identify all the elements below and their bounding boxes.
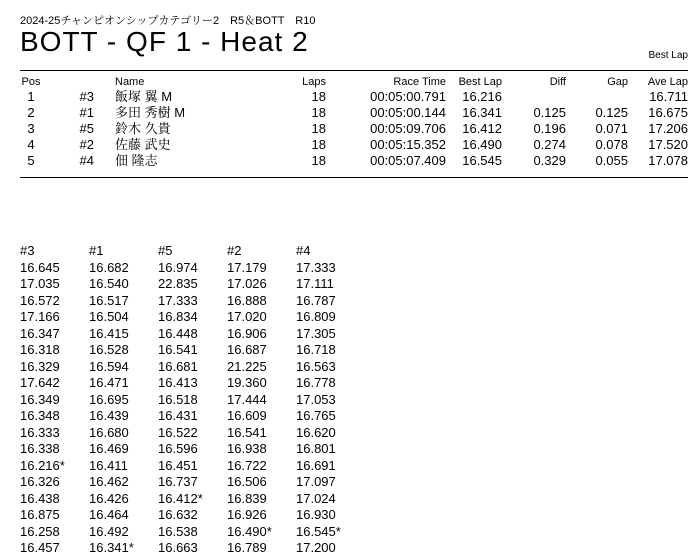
lap-time-cell: 16.938 [227,441,267,456]
lap-time-cell: 16.540 [89,276,129,291]
event-subtitle: 2024-25チャンピオンシップカテゴリー2 R5＆BOTT R10 [20,15,316,27]
lap-column-header: #3 [20,243,35,258]
table-row [20,105,688,121]
lap-time-cell: 16.258 [20,523,60,539]
lap-times-grid [20,243,365,557]
col-header-gap: Gap [607,75,628,88]
lap-time-cell: 16.541 [227,424,267,440]
lap-time-cell: 16.333 [20,424,60,440]
lap-time-cell: 16.609 [227,408,267,423]
lap-time-cell: 16.620 [296,424,336,440]
lap-time-cell: 17.200 [296,540,336,555]
lap-time-cell: 17.097 [296,474,336,489]
lap-time-cell: 16.572 [20,292,60,308]
lap-time-cell: 16.722 [227,457,267,473]
lap-time-cell: 16.522 [158,424,198,440]
col-header-race-time: Race Time [393,75,446,88]
driver-name-cell: 多田 秀樹 M [115,105,186,120]
diff-cell [502,89,566,105]
col-header-name: Name [115,75,145,88]
lap-time-cell: 16.451 [158,457,198,473]
col-header-best-lap: Best Lap [458,75,502,88]
lap-time-cell: 16.464 [89,507,129,522]
gap-cell: 0.125 [595,105,628,120]
lap-time-cell: 16.341* [89,540,134,555]
lap-time-cell: 16.318 [20,342,60,357]
gap-cell: 0.071 [595,121,628,136]
lap-column [20,243,89,557]
car-number-cell: #2 [79,137,94,152]
lap-time-cell: 16.663 [158,540,198,555]
lap-time-cell: 16.875 [20,507,60,522]
lap-time-cell: 16.789 [227,540,267,555]
lap-column [296,243,365,557]
lap-column-header: #4 [296,243,311,258]
lap-time-cell: 16.839 [227,490,267,506]
lap-column-header: #5 [158,243,173,258]
car-number-cell: #3 [79,89,94,104]
car-number-cell: #4 [79,153,94,168]
lap-time-cell: 17.305 [296,325,336,341]
results-header-row [20,74,688,89]
driver-name-cell: 佃 隆志 [115,153,158,168]
race-time-cell: 00:05:07.409 [370,153,446,168]
lap-time-cell: 16.778 [296,375,336,390]
best-lap-cell: 16.216 [462,89,502,104]
results-body [20,89,688,169]
diff-cell: 0.196 [533,121,566,136]
car-number-cell: #1 [79,105,94,120]
lap-time-cell: 17.166 [20,309,60,324]
lap-time-cell: 16.431 [158,408,198,423]
race-time-cell: 00:05:09.706 [370,121,446,136]
lap-time-cell: 16.930 [296,507,336,522]
col-header-car [42,74,94,89]
gap-cell: 0.078 [595,137,628,152]
lap-time-cell: 16.596 [158,441,198,456]
lap-time-cell: 16.695 [89,391,129,407]
lap-time-cell: 16.594 [89,358,129,374]
lap-time-cell: 17.111 [296,276,334,291]
ave-lap-cell: 17.206 [648,121,688,136]
driver-name-cell: 飯塚 翼 M [115,89,173,104]
results-bottom-rule [20,177,688,178]
lap-time-cell: 16.787 [296,292,336,308]
lap-time-cell: 17.035 [20,276,60,291]
laps-cell: 18 [311,137,326,152]
lap-time-cell: 16.718 [296,342,336,357]
lap-time-cell: 16.645 [20,259,60,275]
lap-time-cell: 16.737 [158,474,198,489]
lap-time-cell: 22.835 [158,276,198,291]
lap-time-cell: 16.687 [227,342,267,357]
lap-time-cell: 17.444 [227,391,267,407]
best-lap-cell: 16.490 [462,137,502,152]
lap-time-cell: 16.338 [20,441,60,456]
lap-column [158,243,227,557]
car-number-cell: #5 [79,121,94,136]
lap-time-cell: 16.413 [158,375,198,390]
lap-time-cell: 17.020 [227,309,267,324]
pos-cell: 4 [27,137,35,152]
lap-time-cell: 17.333 [158,292,198,308]
ave-lap-cell: 16.675 [648,105,688,120]
col-header-diff: Diff [549,75,566,88]
lap-time-cell: 16.471 [89,375,129,390]
laps-cell: 18 [311,89,326,104]
lap-time-cell: 16.834 [158,309,198,324]
lap-time-cell: 16.438 [20,490,60,506]
col-header-laps: Laps [302,75,326,88]
lap-time-cell: 17.642 [20,375,60,390]
laps-cell: 18 [311,121,326,136]
ave-lap-cell: 16.711 [649,89,688,104]
lap-time-cell: 16.681 [158,358,198,374]
best-lap-cell: 16.545 [462,153,502,168]
lap-time-cell: 16.347 [20,325,60,341]
lap-time-cell: 21.225 [227,358,267,374]
lap-time-cell: 16.974 [158,259,198,275]
pos-cell: 5 [27,153,35,168]
lap-time-cell: 16.439 [89,408,129,423]
pos-cell: 2 [27,105,35,120]
lap-column [89,243,158,557]
gap-cell [566,89,628,105]
lap-time-cell: 16.504 [89,309,129,324]
lap-column-header: #2 [227,243,242,258]
lap-time-cell: 17.179 [227,259,267,275]
col-header-ave-lap: Ave Lap [647,75,688,88]
lap-time-cell: 17.053 [296,391,336,407]
lap-time-cell: 16.926 [227,507,267,522]
table-row [20,121,688,137]
lap-time-cell: 16.680 [89,424,129,440]
gap-cell: 0.055 [595,153,628,168]
lap-time-cell: 16.415 [89,325,129,341]
race-time-cell: 00:05:00.144 [370,105,446,120]
lap-time-cell: 19.360 [227,375,267,390]
lap-time-cell: 16.528 [89,342,129,357]
lap-time-cell: 16.348 [20,408,60,423]
lap-time-cell: 16.448 [158,325,198,341]
lap-time-cell: 17.333 [296,259,336,275]
lap-time-cell: 16.691 [296,457,336,473]
ave-lap-cell: 17.520 [648,137,688,152]
lap-time-cell: 16.517 [89,292,129,308]
lap-time-cell: 16.888 [227,292,267,308]
driver-name-cell: 鈴木 久貴 [115,121,171,136]
lap-time-cell: 16.809 [296,309,336,324]
pos-cell: 3 [27,121,35,136]
lap-time-cell: 16.457 [20,540,60,555]
lap-time-cell: 16.490* [227,523,272,539]
table-row [20,137,688,153]
best-lap-cell: 16.412 [462,121,502,136]
lap-time-cell: 16.492 [89,523,129,539]
page-title: BOTT - QF 1 - Heat 2 [20,26,309,57]
col-header-pos: Pos [21,75,41,88]
lap-time-cell: 16.541 [158,342,198,357]
lap-column-header: #1 [89,243,104,258]
lap-time-cell: 16.518 [158,391,198,407]
lap-time-cell: 16.906 [227,325,267,341]
race-time-cell: 00:05:00.791 [370,89,446,104]
lap-time-cell: 16.469 [89,441,129,456]
lap-time-cell: 16.329 [20,358,60,374]
best-lap-tag: Best Lap [648,50,688,61]
results-table [20,74,688,169]
lap-time-cell: 16.462 [89,474,129,489]
lap-time-cell: 16.216* [20,457,65,473]
driver-name-cell: 佐藤 武史 [115,137,171,152]
lap-time-cell: 16.349 [20,391,60,407]
results-top-rule [20,70,688,71]
lap-time-cell: 16.412* [158,490,203,506]
laps-cell: 18 [311,105,326,120]
lap-time-cell: 16.326 [20,474,60,489]
lap-time-cell: 16.411 [89,457,128,473]
lap-time-cell: 16.426 [89,490,129,506]
laps-cell: 18 [311,153,326,168]
race-time-cell: 00:05:15.352 [370,137,446,152]
ave-lap-cell: 17.078 [648,153,688,168]
table-row [20,89,688,105]
table-row [20,153,688,169]
lap-time-cell: 16.765 [296,408,336,423]
lap-time-cell: 16.563 [296,358,336,374]
diff-cell: 0.329 [533,153,566,168]
lap-time-cell: 16.682 [89,259,129,275]
diff-cell: 0.125 [533,105,566,120]
pos-cell: 1 [27,89,35,104]
best-lap-cell: 16.341 [462,105,502,120]
lap-time-cell: 16.545* [296,523,341,539]
lap-time-cell: 16.538 [158,523,198,539]
lap-time-cell: 16.506 [227,474,267,489]
diff-cell: 0.274 [533,137,566,152]
lap-time-cell: 16.801 [296,441,336,456]
lap-time-cell: 16.632 [158,507,198,522]
lap-time-cell: 17.026 [227,276,267,291]
lap-column [227,243,296,557]
lap-time-cell: 17.024 [296,490,336,506]
